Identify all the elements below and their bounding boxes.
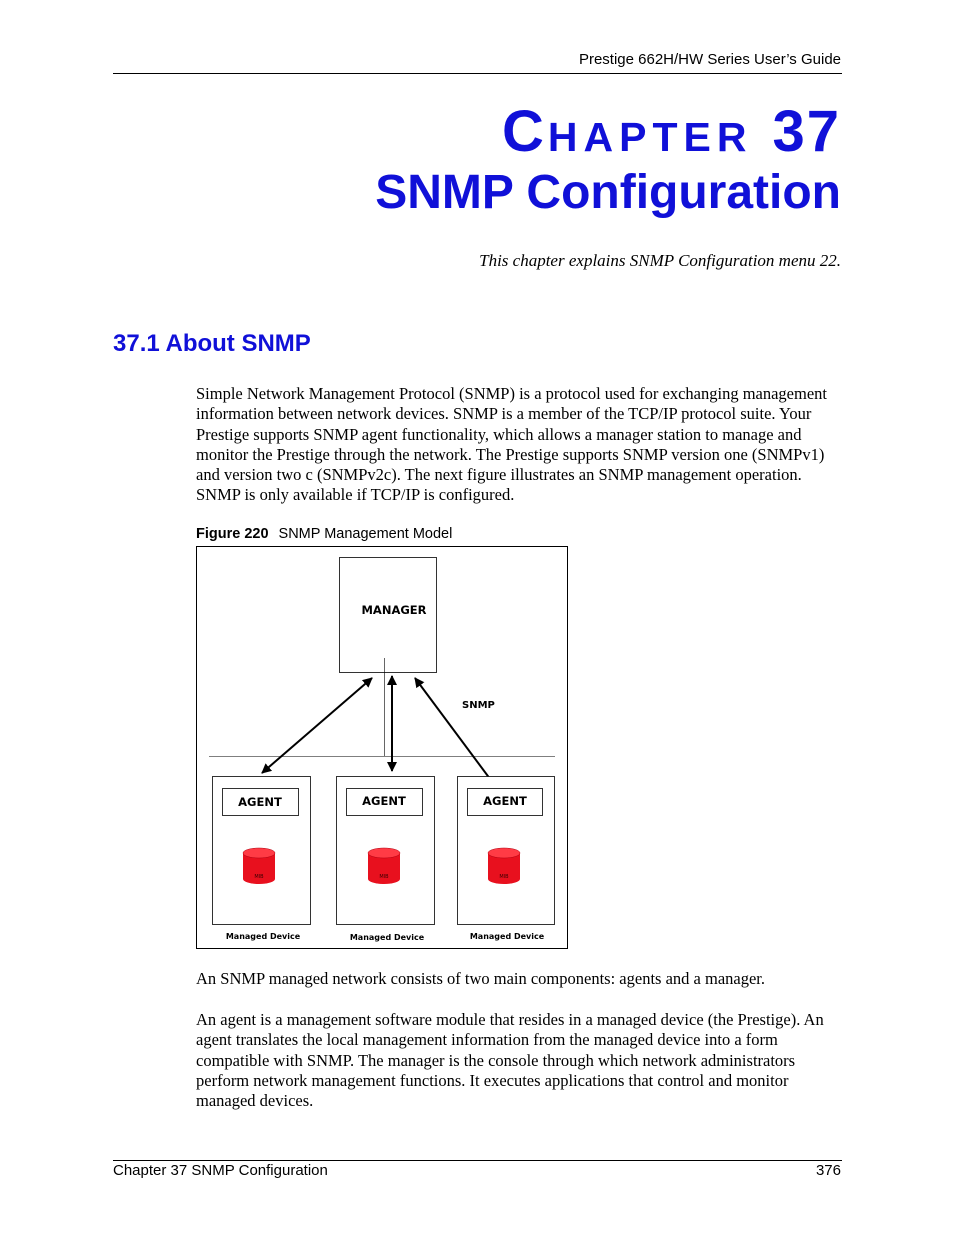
chapter-label-initial: C xyxy=(502,99,548,164)
manager-label: MANAGER xyxy=(361,603,427,617)
body-paragraph: An SNMP managed network consists of two main components: agents and a manager. xyxy=(196,969,765,988)
managed-device-label: Managed Device xyxy=(469,932,545,941)
header-divider xyxy=(113,73,842,74)
managed-device-1 xyxy=(213,777,311,942)
footer-page-number: 376 xyxy=(815,1162,841,1179)
mib-label: MIB xyxy=(254,874,264,880)
snmp-management-model-diagram xyxy=(196,546,568,949)
figure-caption xyxy=(196,526,452,542)
footer-divider xyxy=(113,1160,842,1161)
mib-label: MIB xyxy=(379,874,389,880)
body-paragraph: Simple Network Management Protocol (SNMP) is a protocol used for exchanging management information between network devices. SNMP is a member of the TCP/IP protocol suite. Your Prestige supports SNMP agent functionality, which allows a manager station to manage and monitor the Prestige through the network. The Prestige supports SNMP version one (SNMPv1) and version two c (SNMPv2c). The next figure illustrates an SNMP management operation. SNMP is only available if TCP/IP is configured. xyxy=(196,384,827,505)
managed-device-label: Managed Device xyxy=(349,933,425,942)
figure-title: SNMP Management Model xyxy=(278,526,453,542)
footer-chapter-reference: Chapter 37 SNMP Configuration xyxy=(113,1162,328,1179)
agent-label: AGENT xyxy=(483,794,527,808)
mib-label: MIB xyxy=(499,874,509,880)
managed-device-label: Managed Device xyxy=(225,932,301,941)
chapter-label-rest: HAPTER xyxy=(547,114,753,160)
chapter-intro: This chapter explains SNMP Configuration menu 22. xyxy=(479,251,841,270)
managed-device-2 xyxy=(337,777,435,943)
section-heading: 37.1 About SNMP xyxy=(113,330,311,357)
figure-label: Figure 220 xyxy=(196,526,269,542)
snmp-protocol-label: SNMP xyxy=(462,700,495,711)
agent-label: AGENT xyxy=(362,794,406,808)
chapter-label xyxy=(502,98,841,165)
managed-device-3 xyxy=(458,777,555,942)
agent-label: AGENT xyxy=(238,795,282,809)
chapter-title: SNMP Configuration xyxy=(375,166,841,219)
header-guide-title: Prestige 662H/HW Series User’s Guide xyxy=(578,51,841,68)
chapter-number: 37 xyxy=(772,99,841,164)
body-paragraph: An agent is a management software module that resides in a managed device (the Prestige). An agent translates the local management information from the managed device into a form compatible with SNMP. The manager is the console through which network administrators perform network management functions. It executes applications that control and monitor managed devices. xyxy=(196,1010,824,1111)
